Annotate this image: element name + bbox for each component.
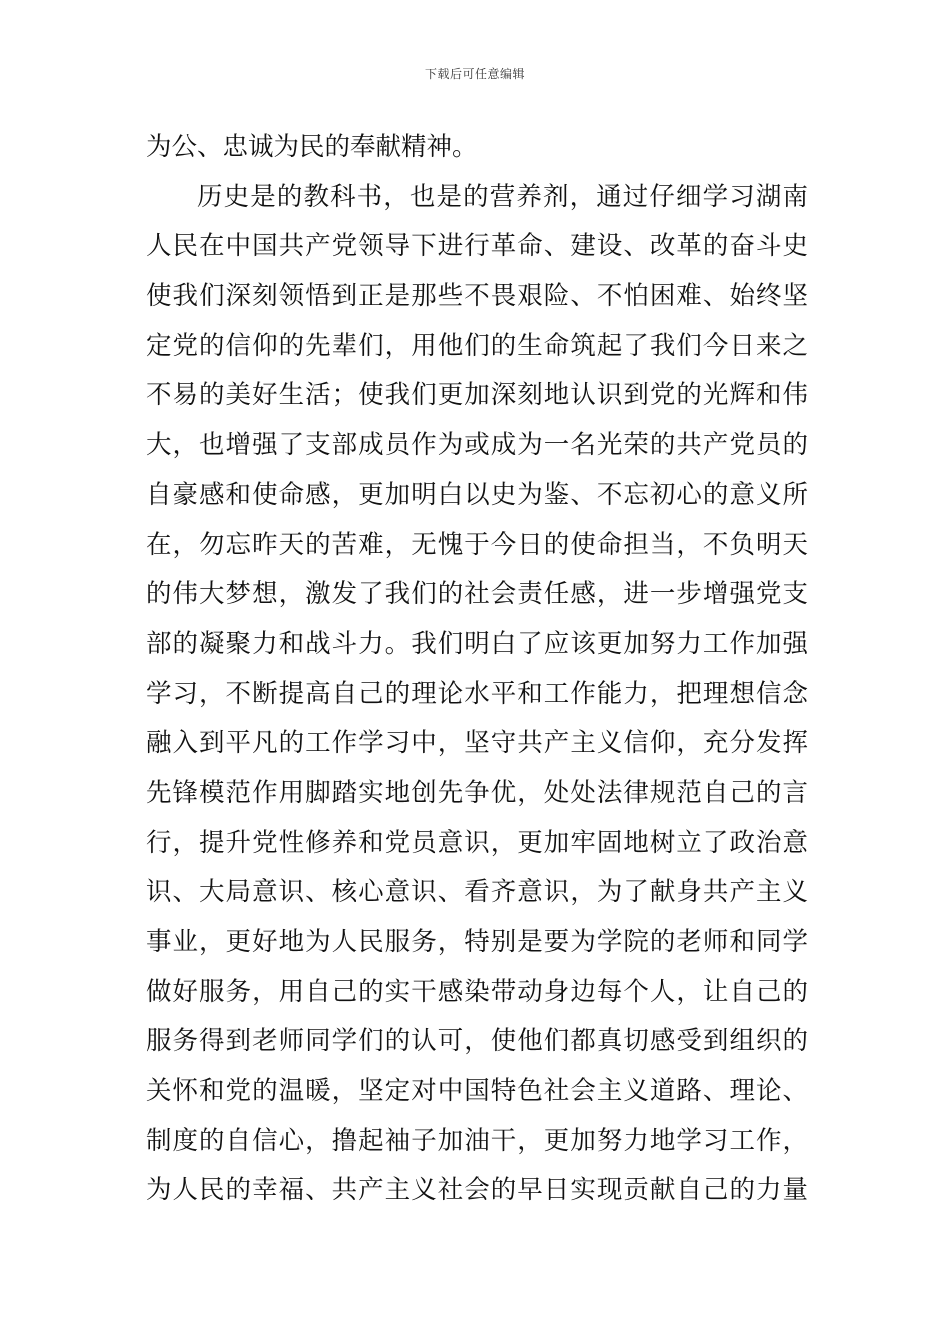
text-line: 的伟大梦想，激发了我们的社会责任感，进一步增强党支: [146, 579, 808, 610]
page-header: 下载后可任意编辑: [424, 67, 525, 81]
text-line: 关怀和党的温暖，坚定对中国特色社会主义道路、理论、: [146, 1076, 808, 1107]
text-line: 定党的信仰的先辈们，用他们的生命筑起了我们今日来之: [146, 330, 808, 361]
text-line: 融入到平凡的工作学习中，坚守共产主义信仰，充分发挥: [146, 728, 808, 759]
text-line: 部的凝聚力和战斗力。我们明白了应该更加努力工作加强: [146, 628, 808, 659]
document-body: [146, 123, 808, 1216]
text-line: 不易的美好生活；使我们更加深刻地认识到党的光辉和伟: [146, 380, 808, 411]
text-line: 使我们深刻领悟到正是那些不畏艰险、不怕困难、始终坚: [146, 281, 808, 312]
text-line: 做好服务，用自己的实干感染带动身边每个人，让自己的: [146, 976, 808, 1007]
text-line: 自豪感和使命感，更加明白以史为鉴、不忘初心的意义所: [146, 479, 808, 510]
text-line: 在，勿忘昨天的苦难，无愧于今日的使命担当，不负明天: [146, 529, 808, 560]
text-line: 制度的自信心，撸起袖子加油干，更加努力地学习工作，: [146, 1125, 808, 1156]
text-line: 行，提升党性修养和党员意识，更加牢固地树立了政治意: [146, 827, 808, 858]
text-line: 识、大局意识、核心意识、看齐意识，为了献身共产主义: [146, 877, 808, 908]
text-line: 人民在中国共产党领导下进行革命、建设、改革的奋斗史: [146, 231, 808, 262]
text-line: 先锋模范作用脚踏实地创先争优，处处法律规范自己的言: [146, 777, 808, 808]
text-line: 事业，更好地为人民服务，特别是要为学院的老师和同学: [146, 927, 808, 957]
text-line: 历史是的教科书，也是的营养剂，通过仔细学习湖南: [197, 181, 808, 212]
text-line: 为公、忠诚为民的奉献精神。: [146, 132, 478, 162]
text-line: 服务得到老师同学们的认可，使他们都真切感受到组织的: [146, 1026, 808, 1057]
text-line: 大，也增强了支部成员作为或成为一名光荣的共产党员的: [146, 430, 808, 461]
text-line: 学习，不断提高自己的理论水平和工作能力，把理想信念: [146, 678, 808, 709]
text-line: 为人民的幸福、共产主义社会的早日实现贡献自己的力量: [146, 1175, 808, 1206]
